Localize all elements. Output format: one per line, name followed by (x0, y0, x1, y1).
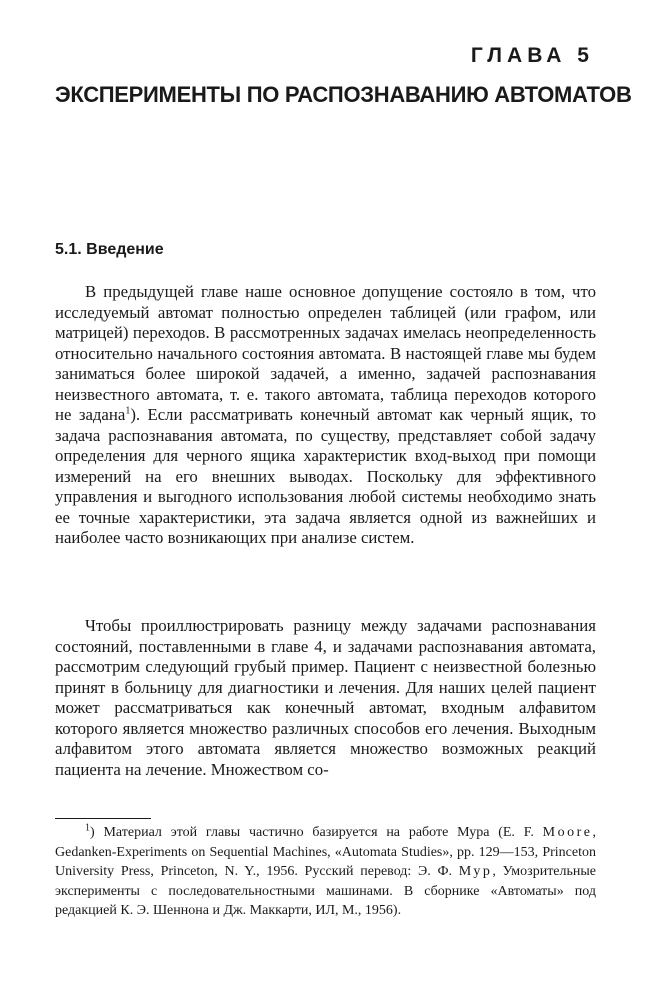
paragraph-1 (55, 282, 596, 549)
paragraph-2-text: Чтобы проиллюстрировать разницу между задачами распознавания состояний, поставленными в главе 4, и задачами распознавания автомата, рассмотрим следующий грубый пример. Пациент с неизвестной болезнью принят в больницу для диагностики и лечения. Для наших целей пациент может рассматриваться как конечный автомат, входным алфавитом которого является множество различных способов его лечения. Выходным алфавитом этого автомата является множество возможных реакций пациента на лечение. Множеством со- (55, 616, 596, 779)
section-heading: 5.1. Введение (55, 241, 164, 258)
paragraph-1-text-b: ). Если рассматривать конечный автомат как черный ящик, то задача распознавания автомата, по существу, представляет собой задачу определения для черного ящика характеристик вход-выход при помощи измерений на его внешних выводах. Поскольку для эффективного управления и выгодного использования любой системы необходимо знать ее точные характеристики, эта задача является одной из важнейших и наиболее часто возникающих при анализе систем. (55, 405, 596, 547)
footnote-reference[interactable]: 1 (125, 405, 131, 417)
chapter-label: ГЛАВА 5 (470, 44, 594, 67)
chapter-title: ЭКСПЕРИМЕНТЫ ПО РАСПОЗНАВАНИЮ АВТОМАТОВ (55, 82, 632, 107)
footnote-author-ru: Мур (458, 864, 493, 880)
footnote (55, 823, 596, 921)
footnote-divider (55, 818, 151, 819)
footnote-text-b: , Gedanken-Experiments on Sequential Machines, «Automata Studies», pp. 129—153, Princeton University Press, Princeton, N. Y., 1956. Русский перевод: Э. Ф. (55, 825, 596, 880)
paragraph-1-text-a: В предыдущей главе наше основное допущение состояло в том, что исследуемый автомат полностью определен таблицей (или графом, или матрицей) переходов. В рассмотренных задачах имелась неопределенность относительно начального состояния автомата. В настоящей главе мы будем заниматься более широкой задачей, а именно, задачей распознавания неизвестного автомата, т. е. такого автомата, таблица переходов которого не задана (55, 282, 596, 424)
footnote-text-a: ) Материал этой главы частично базируется на работе Мура (E. F. (90, 825, 534, 840)
footnote-text-c: , Умозрительные эксперименты с последовательностными машинами. В сборнике «Автоматы» под редакцией К. Э. Шеннона и Дж. Маккарти, ИЛ, М., 1956). (55, 864, 597, 919)
footnote-mark: 1 (85, 822, 90, 834)
footnote-author: Moore (542, 825, 593, 840)
paragraph-2 (55, 616, 596, 780)
